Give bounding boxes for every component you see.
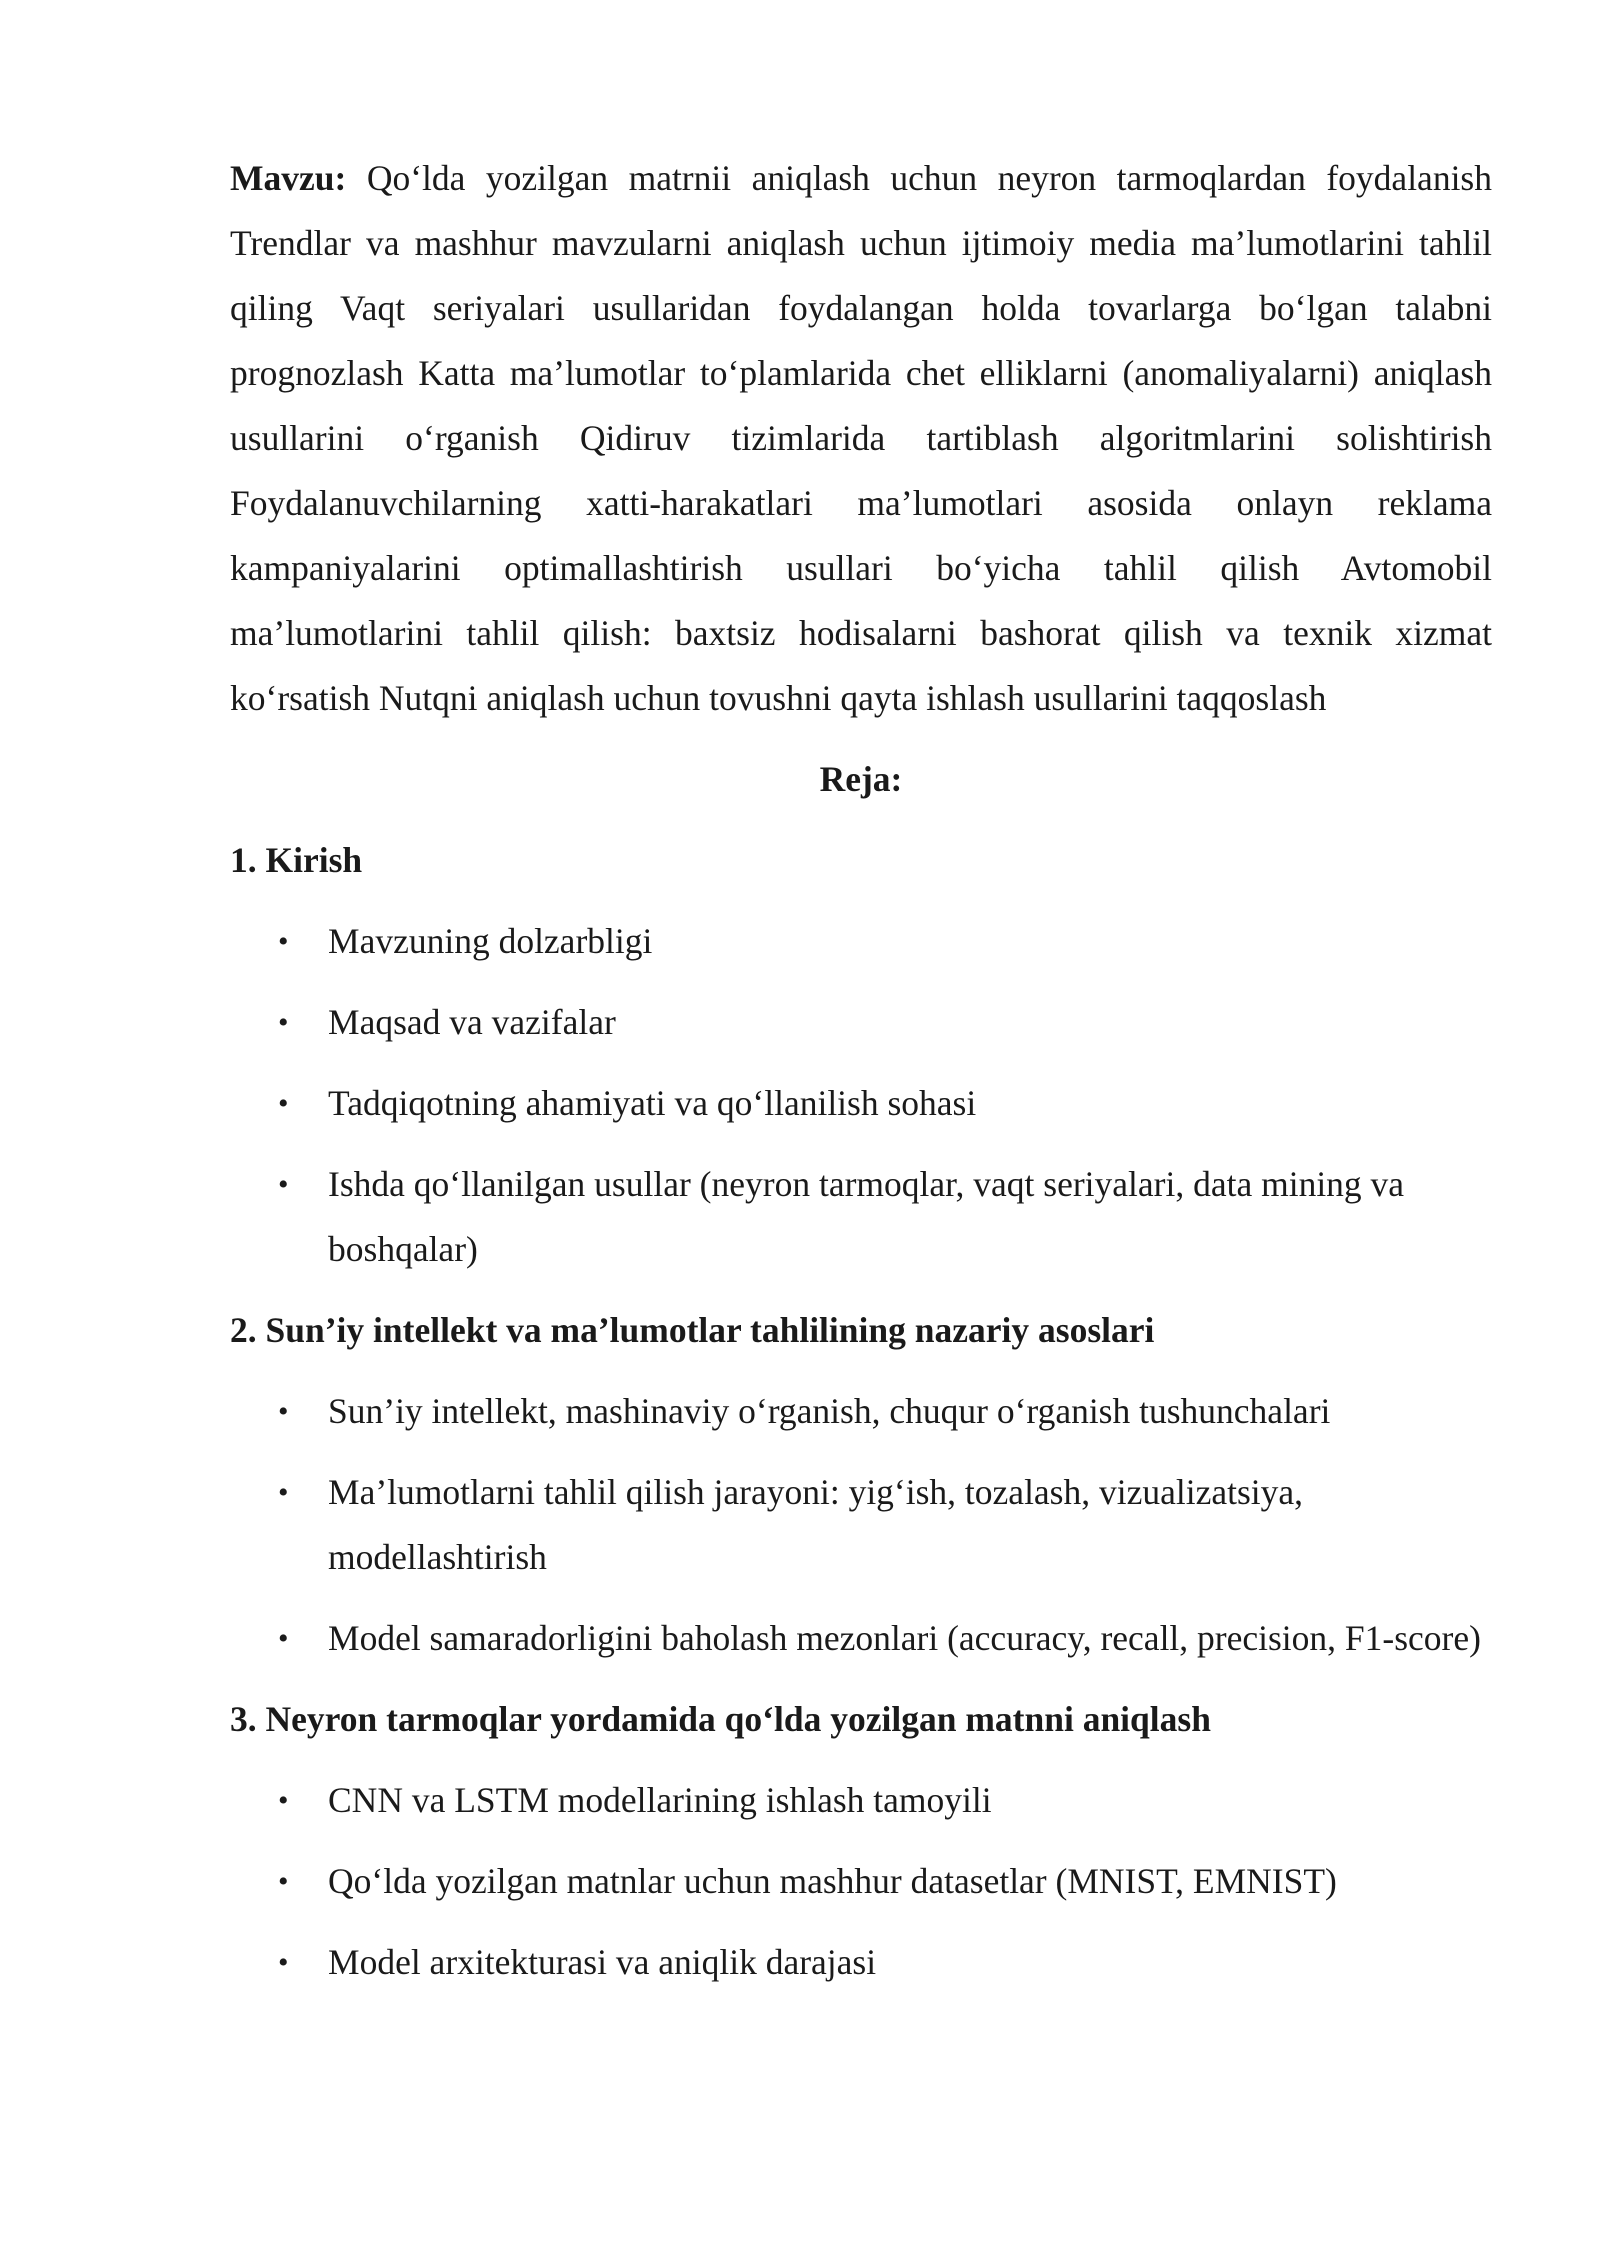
topic-paragraph	[230, 146, 1492, 731]
topic-text: Qo‘lda yozilgan matrnii aniqlash uchun neyron tarmoqlardan foydalanish Trendlar va mashhur mavzularni aniqlash uchun ijtimoiy media ma’lumotlarini tahlil qiling Vaqt seriyalari usullaridan foydalangan holda tovarlarga bo‘lgan talabni prognozlash Katta ma’lumotlar to‘plamlarida chet elliklarni (anomaliyalarni) aniqlash usullarini o‘rganish Qidiruv tizimlarida tartiblash algoritmlarini solishtirish Foydalanuvchilarning xatti-harakatlari ma’lumotlari asosida onlayn reklama kampaniyalarini optimallashtirish usullari bo‘yicha tahlil qilish Avtomobil ma’lumotlarini tahlil qilish: baxtsiz hodisalarni bashorat qilish va texnik xizmat ko‘rsatish Nutqni aniqlash uchun tovushni qayta ishlash usullarini taqqoslash	[230, 158, 1492, 718]
list-item-text: Qo‘lda yozilgan matnlar uchun mashhur datasetlar (MNIST, EMNIST)	[328, 1861, 1337, 1901]
bullet-list	[230, 1379, 1492, 1671]
plan-title: Reja:	[819, 759, 903, 799]
bullet-list	[230, 1768, 1492, 1995]
topic-label: Mavzu:	[230, 158, 347, 198]
bullet-icon: •	[278, 1622, 289, 1655]
bullet-icon: •	[278, 1006, 289, 1039]
list-item	[230, 1379, 1492, 1444]
bullet-icon: •	[278, 1168, 289, 1201]
list-item	[230, 990, 1492, 1055]
list-item-text: Mavzuning dolzarbligi	[328, 921, 653, 961]
list-item-text: Maqsad va vazifalar	[328, 1002, 616, 1042]
list-item	[230, 1930, 1492, 1995]
list-item-text: Tadqiqotning ahamiyati va qo‘llanilish sohasi	[328, 1083, 977, 1123]
section-heading: 3. Neyron tarmoqlar yordamida qo‘lda yozilgan matnni aniqlash	[230, 1699, 1211, 1739]
bullet-icon: •	[278, 1946, 289, 1979]
bullet-icon: •	[278, 925, 289, 958]
list-item	[230, 1606, 1492, 1671]
section-1	[230, 828, 1492, 1282]
list-item	[230, 1460, 1492, 1590]
section-heading: 2. Sun’iy intellekt va ma’lumotlar tahlilining nazariy asoslari	[230, 1310, 1155, 1350]
list-item-text: Model arxitekturasi va aniqlik darajasi	[328, 1942, 877, 1982]
list-item	[230, 1849, 1492, 1914]
bullet-icon: •	[278, 1476, 289, 1509]
document-page	[230, 146, 1492, 1995]
list-item	[230, 1768, 1492, 1833]
list-item-text: Model samaradorligini baholash mezonlari (accuracy, recall, precision, F1-score)	[328, 1618, 1481, 1658]
section-heading: 1. Kirish	[230, 840, 363, 880]
list-item	[230, 1071, 1492, 1136]
bullet-icon: •	[278, 1087, 289, 1120]
list-item-text: Ma’lumotlarni tahlil qilish jarayoni: yig‘ish, tozalash, vizualizatsiya, modellashtirish	[328, 1472, 1304, 1577]
list-item-text: Ishda qo‘llanilgan usullar (neyron tarmoqlar, vaqt seriyalari, data mining va boshqalar)	[328, 1164, 1405, 1269]
bullet-list	[230, 909, 1492, 1282]
bullet-icon: •	[278, 1395, 289, 1428]
bullet-icon: •	[278, 1865, 289, 1898]
section-3	[230, 1687, 1492, 1995]
list-item-text: CNN va LSTM modellarining ishlash tamoyili	[328, 1780, 992, 1820]
section-2	[230, 1298, 1492, 1671]
list-item	[230, 909, 1492, 974]
bullet-icon: •	[278, 1784, 289, 1817]
list-item	[230, 1152, 1492, 1282]
list-item-text: Sun’iy intellekt, mashinaviy o‘rganish, chuqur o‘rganish tushunchalari	[328, 1391, 1331, 1431]
